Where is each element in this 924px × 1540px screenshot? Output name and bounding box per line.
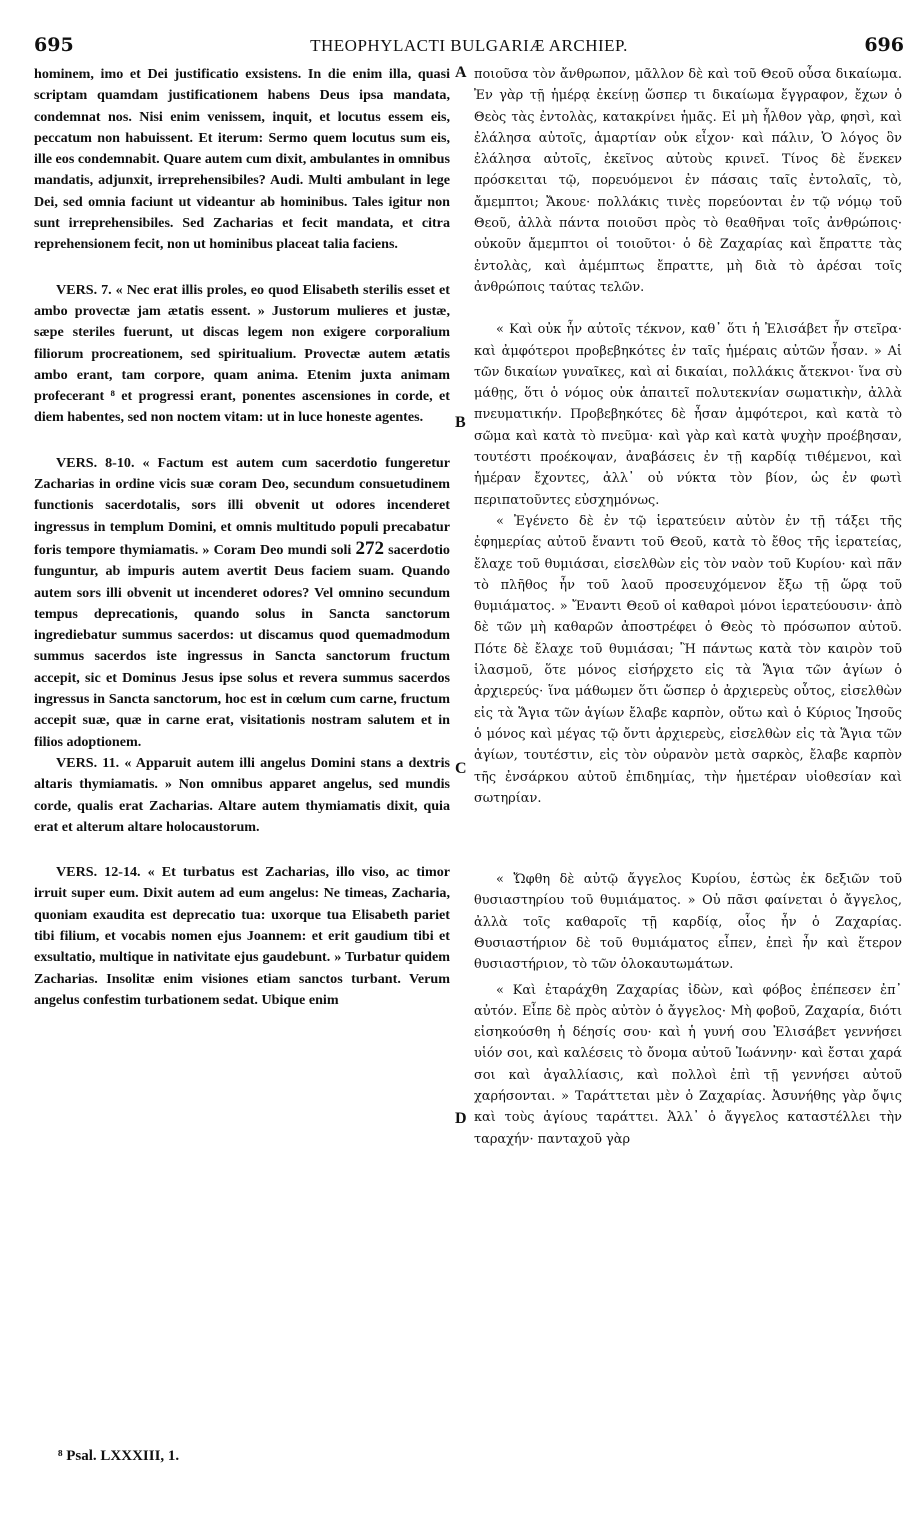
- running-title: THEOPHYLACTI BULGARIÆ ARCHIEP.: [310, 36, 628, 55]
- latin-paragraph: VERS. 7. « Nec erat illis proles, eo quod Elisabeth sterilis esset et ambo provectæ jam ætatis essent. » Justorum mulieres et justæ, sæpe steriles fuerunt, ut discas legem non exigere corporalium filiorum procreationem, sed spiritualium. Provectæ autem ætatis ambo erant, tam corpore, quam anima. Etenim juxta animam profecerant ⁸ et progressi erant, ponentes ascensiones in corde, et diem habentes, sed non noctem vitam: ut in luce honeste agentes.: [34, 281, 450, 426]
- greek-paragraph: « Καὶ ἐταράχθη Ζαχαρίας ἰδὼν, καὶ φόβος ἐπέπεσεν ἐπ᾽ αὐτόν. Εἶπε δὲ πρὸς αὐτὸν ὁ ἄγγελος· Μὴ φοβοῦ, Ζαχαρία, διότι εἰσηκούσθη ἡ δέησίς σου· καὶ ἡ γυνή σου Ἐλισάβετ γεννήσει υἱόν σοι, καὶ καλέσεις τὸ ὄνομα αὐτοῦ Ἰωάννην· καὶ ἔσται χαρά σοι καὶ ἀγαλλίασις, καὶ πολλοὶ ἐπὶ τῇ γεννήσει αὐτοῦ χαρήσονται. » Ταράττεται μὲν ὁ Ζαχαρίας. Ἀσυνήθης γὰρ ὄψις καὶ τοὺς ἁγίους ταράττει. Ἀλλ᾽ ὁ ἄγγελος καταστέλλει τὴν ταραχήν· πανταχοῦ γὰρ: [474, 982, 902, 1147]
- latin-column: [34, 64, 450, 1011]
- margin-marker-c: C: [455, 760, 467, 777]
- greek-column: [474, 64, 902, 1150]
- greek-paragraph: « Καὶ οὐκ ἦν αὐτοῖς τέκνον, καθ᾽ ὅτι ἡ Ἐλισάβετ ἦν στεῖρα· καὶ ἀμφότεροι προβεβηκότες ἐν ταῖς ἡμέραις αὐτῶν ἦσαν. » Αἱ τῶν δικαίων γυναῖκες, καὶ αἱ δικαίαι, πολλάκις ἄτεκνοι· ἵνα σὺ μάθῃς, ὅτι ὁ νόμος οὐκ ἀπαιτεῖ πολυτεκνίαν σωματικὴν, ἀλλὰ πνευματικήν. Προβεβηκότες δὲ ἦσαν ἀμφότεροι, καὶ κατὰ τὸ σῶμα καὶ κατὰ τὸ πνεῦμα· καὶ γὰρ καὶ κατὰ ψυχὴν προέβησαν, τουτέστι προέκοψαν, ἀναβάσεις ἐν τῇ καρδίᾳ τιθέμενοι, καὶ ἡμέραν ἔχοντες, ἀλλ᾽ οὐ νύκτα τὸν βίον, ὡς ἐν φωτὶ περιπατοῦντες εὐσχημόνως.: [474, 322, 902, 508]
- greek-paragraph: ποιοῦσα τὸν ἄνθρωπον, μᾶλλον δὲ καὶ τοῦ Θεοῦ οὖσα δικαίωμα. Ἐν γὰρ τῇ ἡμέρᾳ ἐκείνῃ ὥσπερ τι δικαίωμα ἔγγραφον, ἔχων ὁ Θεὸς τὰς ἐντολὰς, κατακρίνει ἡμᾶς. Εἰ μὴ ἦλθον γὰρ, φησὶ, καὶ ἐλάλησα αὐτοῖς, ἁμαρτίαν οὐκ εἶχον· καὶ πάλιν, Ὁ λόγος ὃν ἐλάλησα αὐτοῖς, ἐκεῖνος αὐτοὺς κρινεῖ. Τίνος δὲ ἕνεκεν πρόσκειται τῷ, πορευόμενοι ἐν πάσαις ταῖς ἐντολαῖς, τὸ, ἄμεμπτοι; Ἄκουε· πολλάκις τινὲς πορεύονται ἐν τῷ νόμῳ τοῦ Θεοῦ, ἀλλὰ πάντα ποιοῦσι πρὸς τὸ θεαθῆναι τοῖς ἀνθρώποις· οὐκοῦν ἄμεμπτοι οἱ τοιοῦτοι· ὁ δὲ Ζαχαρίας καὶ ἔπραττε τὰς ἐντολὰς, καὶ ἀμέμπτως ἔπραττε, μὴ διὰ τὸ ἀρέσαι τοῖς ἀνθρώποις ταύτας τελῶν.: [474, 67, 902, 295]
- page-header: [34, 34, 904, 58]
- page-number-right: 696: [864, 34, 904, 56]
- latin-paragraph: [34, 453, 450, 753]
- column-number: 272: [355, 537, 384, 559]
- latin-paragraph: VERS. 11. « Apparuit autem illi angelus Domini stans a dextris altaris thymiamatis. » Non omnibus apparet angelus, sed mundis corde, qualis erat Zacharias. Altare autem thymiamatis dixit, quia erat et alterum altare holocaustorum.: [34, 754, 450, 835]
- latin-text: sacerdotio funguntur, ab impuris autem avertit Deus faciem suam. Quando autem sors illi obvenit ut incenderet odores? Vel omnino secundum tempus deprecationis, quando solus in Sancta sanctorum ingrediebatur summus sacerdos: ut discamus quod quemadmodum summus sacerdos iste ingressus in Sancta sanctorum fructum accepit, sic et Dominus Jesus ipse solus et revera summus sacerdos ingressus in Sancta sanctorum, hoc est in cœlum cum carne, fructum accepit suæ, quæ in carne erat, visitationis nostram salutem et in filios adoptionem.: [34, 541, 450, 750]
- greek-paragraph: « Ὤφθη δὲ αὐτῷ ἄγγελος Κυρίου, ἑστὼς ἐκ δεξιῶν τοῦ θυσιαστηρίου τοῦ θυμιάματος. » Οὐ πᾶσι φαίνεται ὁ ἄγγελος, ἀλλὰ τοῖς καθαροῖς τῇ καρδίᾳ, οἷος ἦν ὁ Ζαχαρίας. Θυσιαστήριον δὲ τοῦ θυμιάματος εἶπεν, ἐπεὶ ἦν καὶ ἕτερον θυσιαστήριον, τὸ τῶν ὁλοκαυτωμάτων.: [474, 872, 902, 973]
- latin-paragraph: VERS. 12-14. « Et turbatus est Zacharias, illo viso, ac timor irruit super eum. Dixit autem ad eum angelus: Ne timeas, Zacharia, quoniam exaudita est deprecatio tua: uxorque tua Elisabeth pariet tibi filium, et vocabis nomen ejus Joannem: et erit gaudium tibi et exsultatio, multique in nativitate ejus gaudebunt. » Turbatur quidem Zacharias. Insolitæ enim visiones etiam sanctos turbant. Verum angelus confestim turbationem sedat. Ubique enim: [34, 864, 450, 1008]
- latin-text: VERS. 8-10. « Factum est autem cum sacerdotio fungeretur Zacharias in ordine vicis suæ coram Deo, secundum consuetudinem functionis sacerdotalis, sors illi obvenit ut odores incenderet ingressus in templum Domini, et omnis multitudo populi precabatur foris tempore thymiamatis. » Coram Deo mundi soli: [34, 454, 450, 558]
- margin-marker-d: D: [455, 1110, 467, 1127]
- margin-marker-b: B: [455, 414, 466, 431]
- page-number-left: 695: [34, 34, 74, 56]
- footnote: ⁸ Psal. LXXXIII, 1.: [58, 1448, 180, 1464]
- greek-paragraph: « Ἐγένετο δὲ ἐν τῷ ἱερατεύειν αὐτὸν ἐν τῇ τάξει τῆς ἐφημερίας αὐτοῦ ἔναντι τοῦ Θεοῦ, κατὰ τὸ ἔθος τῆς ἱερατείας, ἔλαχε τοῦ θυμιάσαι, εἰσελθὼν εἰς τὸν ναὸν τοῦ Κυρίου· καὶ πᾶν τὸ πλῆθος ἦν τοῦ λαοῦ προσευχόμενον ἔξω τῇ ὥρᾳ τοῦ θυμιάματος. » Ἔναντι Θεοῦ οἱ καθαροὶ μόνοι ἱερατεύουσιν· ἀπὸ δὲ τῶν μὴ καθαρῶν ἀποστρέφει ὁ Θεὸς τὸ πρόσωπον αὐτοῦ. Πότε δὲ ἔλαχε τοῦ θυμιάσαι; Ἢ πάντως κατὰ τὸν καιρὸν τοῦ ἱλασμοῦ, ὅτε μόνος εἰσήρχετο εἰς τὰ Ἅγια τῶν ἁγίων ὁ ἀρχιερεύς· ἵνα μάθωμεν ὅτι ὥσπερ ὁ ἀρχιερεὺς οὗτος, εἰσελθὼν εἰς τὰ Ἅγια τῶν ἁγίων ἔλαβε καρπὸν, οὕτω καὶ ὁ Κύριος Ἰησοῦς ὁ μόνος καὶ μέγας τῷ ὄντι ἀρχιερεὺς, εἰσελθὼν εἰς τὰ Ἅγια τῶν ἁγίων, τουτέστιν, εἰς τὸν οὐρανὸν μετὰ σαρκὸς, ἔλαβε καρπὸν τῆς ἐνσάρκου αὐτοῦ ἐπιδημίας, τὴν ἡμετέραν υἱοθεσίαν καὶ σωτηρίαν.: [474, 513, 902, 806]
- margin-marker-a: A: [455, 64, 467, 81]
- latin-paragraph: hominem, imo et Dei justificatio exsistens. In die enim illa, quasi scriptam quamdam justificationem habens Deus ipsa mandata, condemnat nos. Nisi enim venissem, inquit, et locutus essem eis, peccatum non habuissent. Et iterum: Sermo quem locutus sum eis, ille eos condemnabit. Quare autem cum dixit, ambulantes in omnibus mandatis, adjunxit, irreprehensibiles? Audi. Multi ambulant in lege Dei, sed omnia faciunt ut videantur ab hominibus. Tales igitur non sunt irreprehensibiles. Sed Zacharias et fecit mandata, et citra reprehensionem fecit, non ut hominibus placeat talia faciens.: [34, 66, 450, 253]
